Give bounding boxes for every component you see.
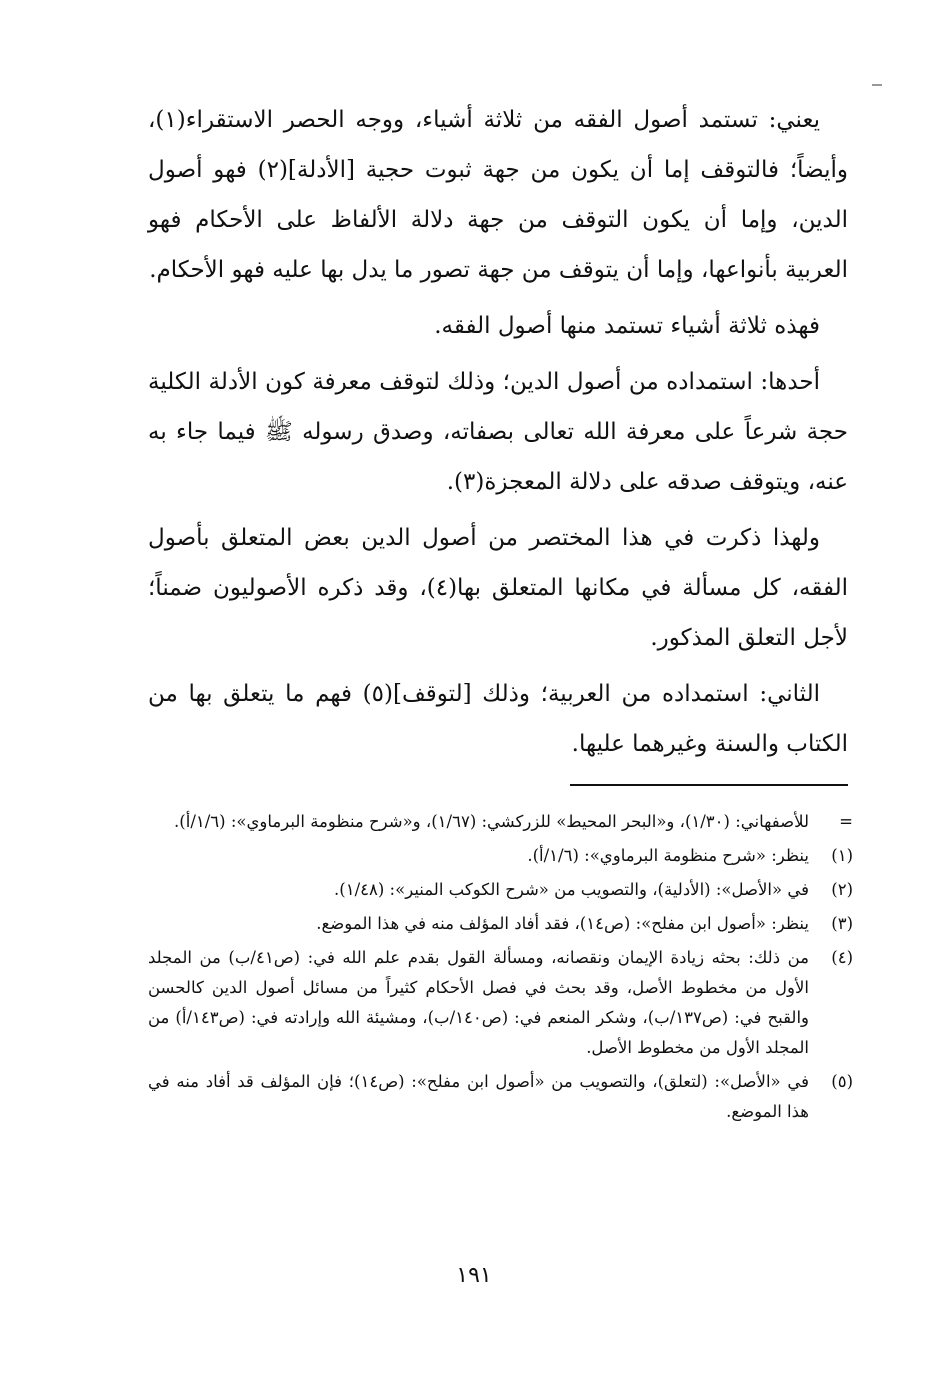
page-number: ١٩١: [456, 1263, 492, 1288]
footnote-number: (٤): [831, 948, 853, 967]
footnote-3: [148, 909, 853, 939]
paragraph-1: يعني: تستمد أصول الفقه من ثلاثة أشياء، ووجه الحصر الاستقراء(١)، وأيضاً؛ فالتوقف إما أن يكون من جهة ثبوت حجية [الأدلة](٢) فهو أصول الدين، وإما أن يكون التوقف من جهة دلالة الألفاظ على الأحكام فهو العربية بأنواعها، وإما أن يتوقف من جهة تصور ما يدل بها عليه فهو الأحكام.: [148, 107, 849, 283]
footnote-text: في «الأصل»: (الأدلية)، والتصويب من «شرح الكوكب المنير»: (١/٤٨).: [334, 880, 809, 899]
paragraph-4: ولهذا ذكرت في هذا المختصر من أصول الدين بعض المتعلق بأصول الفقه، كل مسألة في مكانها المتعلق بها(٤)، وقد ذكره الأصوليون ضمناً؛ لأجل التعلق المذكور.: [148, 525, 848, 651]
footnote-continued: [148, 807, 853, 837]
footnote-number: (١): [831, 846, 853, 865]
paragraph-2: فهذه ثلاثة أشياء تستمد منها أصول الفقه.: [434, 313, 820, 339]
footnote-text: من ذلك: بحثه زيادة الإيمان ونقصانه، ومسألة القول بقدم علم الله في: (ص٤١/ب) من المجلد الأول من مخطوط الأصل، وقد بحث في فصل الأحكام كثيراً من مسائل أصول الدين كالحسن والقبح في: (ص١٣٧/ب)، وشكر المنعم في: (ص١٤٠/ب)، ومشيئة الله وإرادته في: (ص١٤٣/أ) من المجلد الأول من مخطوط الأصل.: [148, 948, 810, 1057]
footnote-text: في «الأصل»: (لتعلق)، والتصويب من «أصول ابن مفلح»: (ص١٤)؛ فإن المؤلف قد أفاد منه في هذا الموضع.: [148, 1072, 809, 1121]
footnote-5: [148, 1067, 853, 1127]
paragraph-3: أحدها: استمداده من أصول الدين؛ وذلك لتوقف معرفة كون الأدلة الكلية حجة شرعاً على معرفة الله تعالى بصفاته، وصدق رسوله ﷺ فيما جاء به عنه، ويتوقف صدقه على دلالة المعجزة(٣).: [148, 369, 848, 495]
footnote-text: ينظر: «أصول ابن مفلح»: (ص١٤)، فقد أفاد المؤلف منه في هذا الموضع.: [316, 914, 809, 933]
scan-mark: [872, 84, 882, 86]
footnote-number: (٣): [831, 914, 853, 933]
footnote-number: (٥): [831, 1072, 853, 1091]
footnote-1: [148, 841, 853, 871]
footnotes: [148, 807, 853, 1131]
main-text: [148, 95, 848, 775]
footnote-divider: [570, 784, 848, 786]
footnote-4: [148, 943, 853, 1063]
footnote-2: [148, 875, 853, 905]
footnote-text: ينظر: «شرح منظومة البرماوي»: (١/٦/أ).: [527, 846, 809, 865]
footnote-number: (٢): [831, 880, 853, 899]
footnote-marker: =: [839, 812, 853, 831]
paragraph-5: الثاني: استمداده من العربية؛ وذلك [لتوقف](٥) فهم ما يتعلق بها من الكتاب والسنة وغيرهما عليها.: [148, 681, 848, 757]
footnote-text: للأصفهاني: (١/٣٠)، و«البحر المحيط» للزركشي: (١/٦٧)، و«شرح منظومة البرماوي»: (١/٦/أ).: [174, 812, 809, 831]
